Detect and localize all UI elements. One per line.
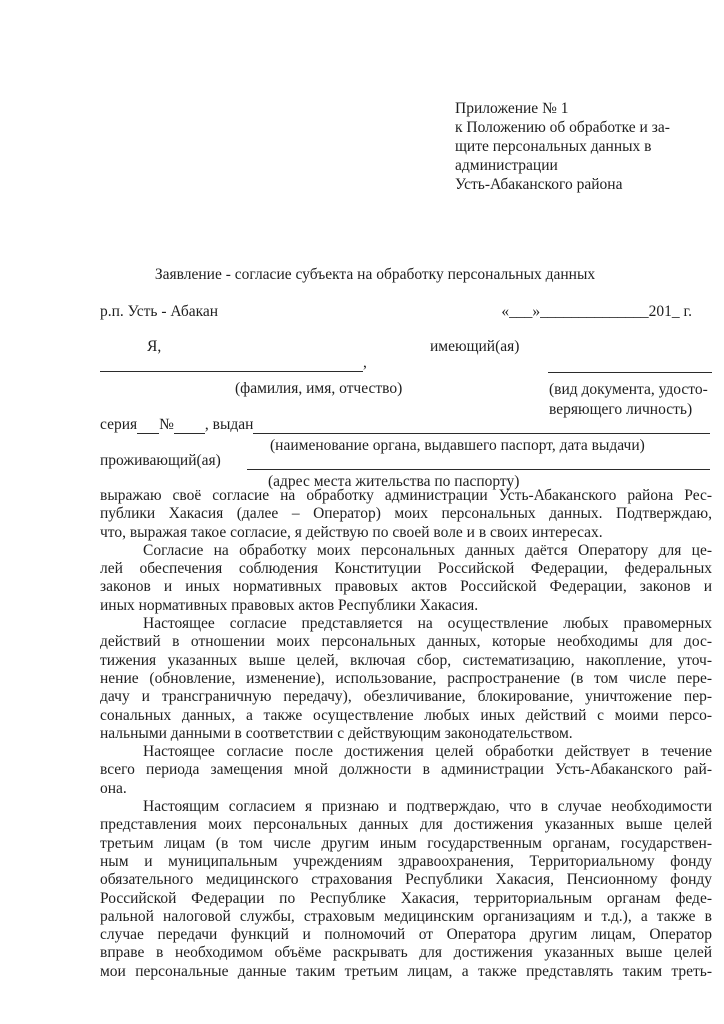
fio-blank-row (100, 355, 372, 372)
paragraph-line: вправе в необходимом объёме раскрывать для достижения указанных выше целей (100, 944, 712, 962)
issued-by-blank-line (253, 418, 710, 434)
paragraph-line: сональных данных, а также осуществление любых иных действий с моими персо- (100, 706, 712, 724)
doc-caption (549, 380, 708, 419)
paragraph-line: третьим лицам (в том числе другим иным государственным органам, государствен- (100, 834, 712, 852)
paragraph-line: мои персональные данные таким третьим лицам, а также представлять таким треть- (100, 962, 712, 980)
series-blank-line (137, 418, 159, 434)
residing-label: проживающий(ая) (100, 452, 221, 469)
having-label: имеющий(ая) (430, 338, 520, 355)
fio-caption: (фамилия, имя, отчество) (235, 380, 403, 397)
paragraph-line: Настоящим согласием я признаю и подтверждаю, что в случае необходимости (143, 798, 712, 816)
place-label: р.п. Усть - Абакан (100, 303, 219, 320)
paragraph-line: действий в отношении моих персональных данных, которые необходимы для дос- (100, 633, 712, 651)
paragraph (100, 487, 712, 542)
residing-row (100, 453, 710, 470)
doc-caption-line: (вид документа, удосто- (549, 381, 708, 398)
paragraph-line: Российской Федерации по Республике Хакасия, территориальным органам феде- (100, 889, 712, 907)
appendix-header-line: щите персональных данных в (455, 138, 652, 155)
paragraph-line: что, выражая такое согласие, я действую по своей воле и в своих интересах. (100, 523, 603, 541)
paragraph-line: иных нормативных правовых актов Республики Хакасия. (100, 596, 479, 614)
paragraph-line: нальными данными в соответствии с действующим законодательством. (100, 724, 573, 742)
appendix-header-line: к Положению об обработке и за- (455, 119, 670, 136)
paragraph-line: Настоящее согласие представляется на осуществление любых правомерных (143, 615, 712, 633)
number-label: № (159, 416, 174, 433)
address-caption: (адрес места жительства по паспорту) (268, 473, 520, 490)
paragraph-line: ным и муниципальным учреждениям здравоохранения, Территориальному фонду (100, 852, 712, 870)
paragraph-line: нение (обновление, изменение), использование, распространение (в том числе пере- (100, 669, 712, 687)
paragraph (100, 743, 712, 798)
place-date-row (100, 302, 692, 322)
paragraph-line: выражаю своё согласие на обработку администрации Усть-Абаканского района Рес- (100, 487, 712, 504)
appendix-header-line: администрации (455, 157, 558, 174)
body-text (100, 487, 712, 981)
paragraph-line: публики Хакасия (далее – Оператор) моих персональных данных. Подтверждаю, (100, 505, 712, 523)
fio-blank-line (100, 356, 363, 372)
doc-blank-row (548, 356, 712, 373)
series-label: серия (100, 416, 138, 433)
doc-blank-line (548, 357, 712, 373)
paragraph-line: представления моих персональных данных для достижения указанных выше целей (100, 816, 712, 834)
paragraph-line: дачу и трансграничную передачу), обезличивание, блокирование, уничтожение пер- (100, 688, 712, 706)
appendix-header (455, 99, 717, 194)
paragraph-line: она. (100, 779, 127, 797)
fio-comma: , (363, 354, 367, 371)
paragraph-line: законов и иных нормативных правовых актов Российской Федерации, законов и (100, 578, 712, 596)
address-blank-line (247, 454, 710, 470)
document-title: Заявление - согласие субъекта на обработку персональных данных (154, 266, 596, 283)
paragraph-line: всего периода замещения мной должности в администрации Усть-Абаканского рай- (100, 761, 712, 779)
paragraph (100, 615, 712, 743)
passport-row (100, 417, 710, 434)
paragraph-line: ральной налоговой службы, страховым медицинским организациям и т.д.), а также в (100, 907, 712, 925)
paragraph-line: лей обеспечения соблюдения Конституции Российской Федерации, федеральных (100, 560, 712, 578)
number-blank-line (174, 418, 205, 434)
doc-caption-line: веряющего личность) (549, 400, 693, 418)
paragraph-line: обязательного медицинского страхования Республики Хакасия, Пенсионному фонду (100, 871, 712, 889)
issued-caption: (наименование органа, выдавшего паспорт, дата выдачи) (270, 437, 645, 454)
issued-label: , выдан (204, 416, 254, 433)
appendix-header-line: Усть-Абаканского района (455, 176, 623, 193)
i-label: Я, (147, 338, 162, 355)
paragraph (100, 542, 712, 615)
date-blank: «___»______________201_ г. (501, 303, 692, 320)
paragraph (100, 798, 712, 981)
paragraph-line: случае передачи функций и полномочий от Оператора другим лицам, Оператор (100, 926, 712, 944)
paragraph-line: Согласие на обработку моих персональных данных даётся Оператору для це- (143, 541, 712, 559)
appendix-header-line: Приложение № 1 (455, 100, 569, 117)
paragraph-line: Настоящее согласие после достижения целей обработки действует в течение (143, 743, 712, 761)
paragraph-line: тижения указанных выше целей, включая сбор, систематизацию, накопление, уточ- (100, 651, 712, 669)
